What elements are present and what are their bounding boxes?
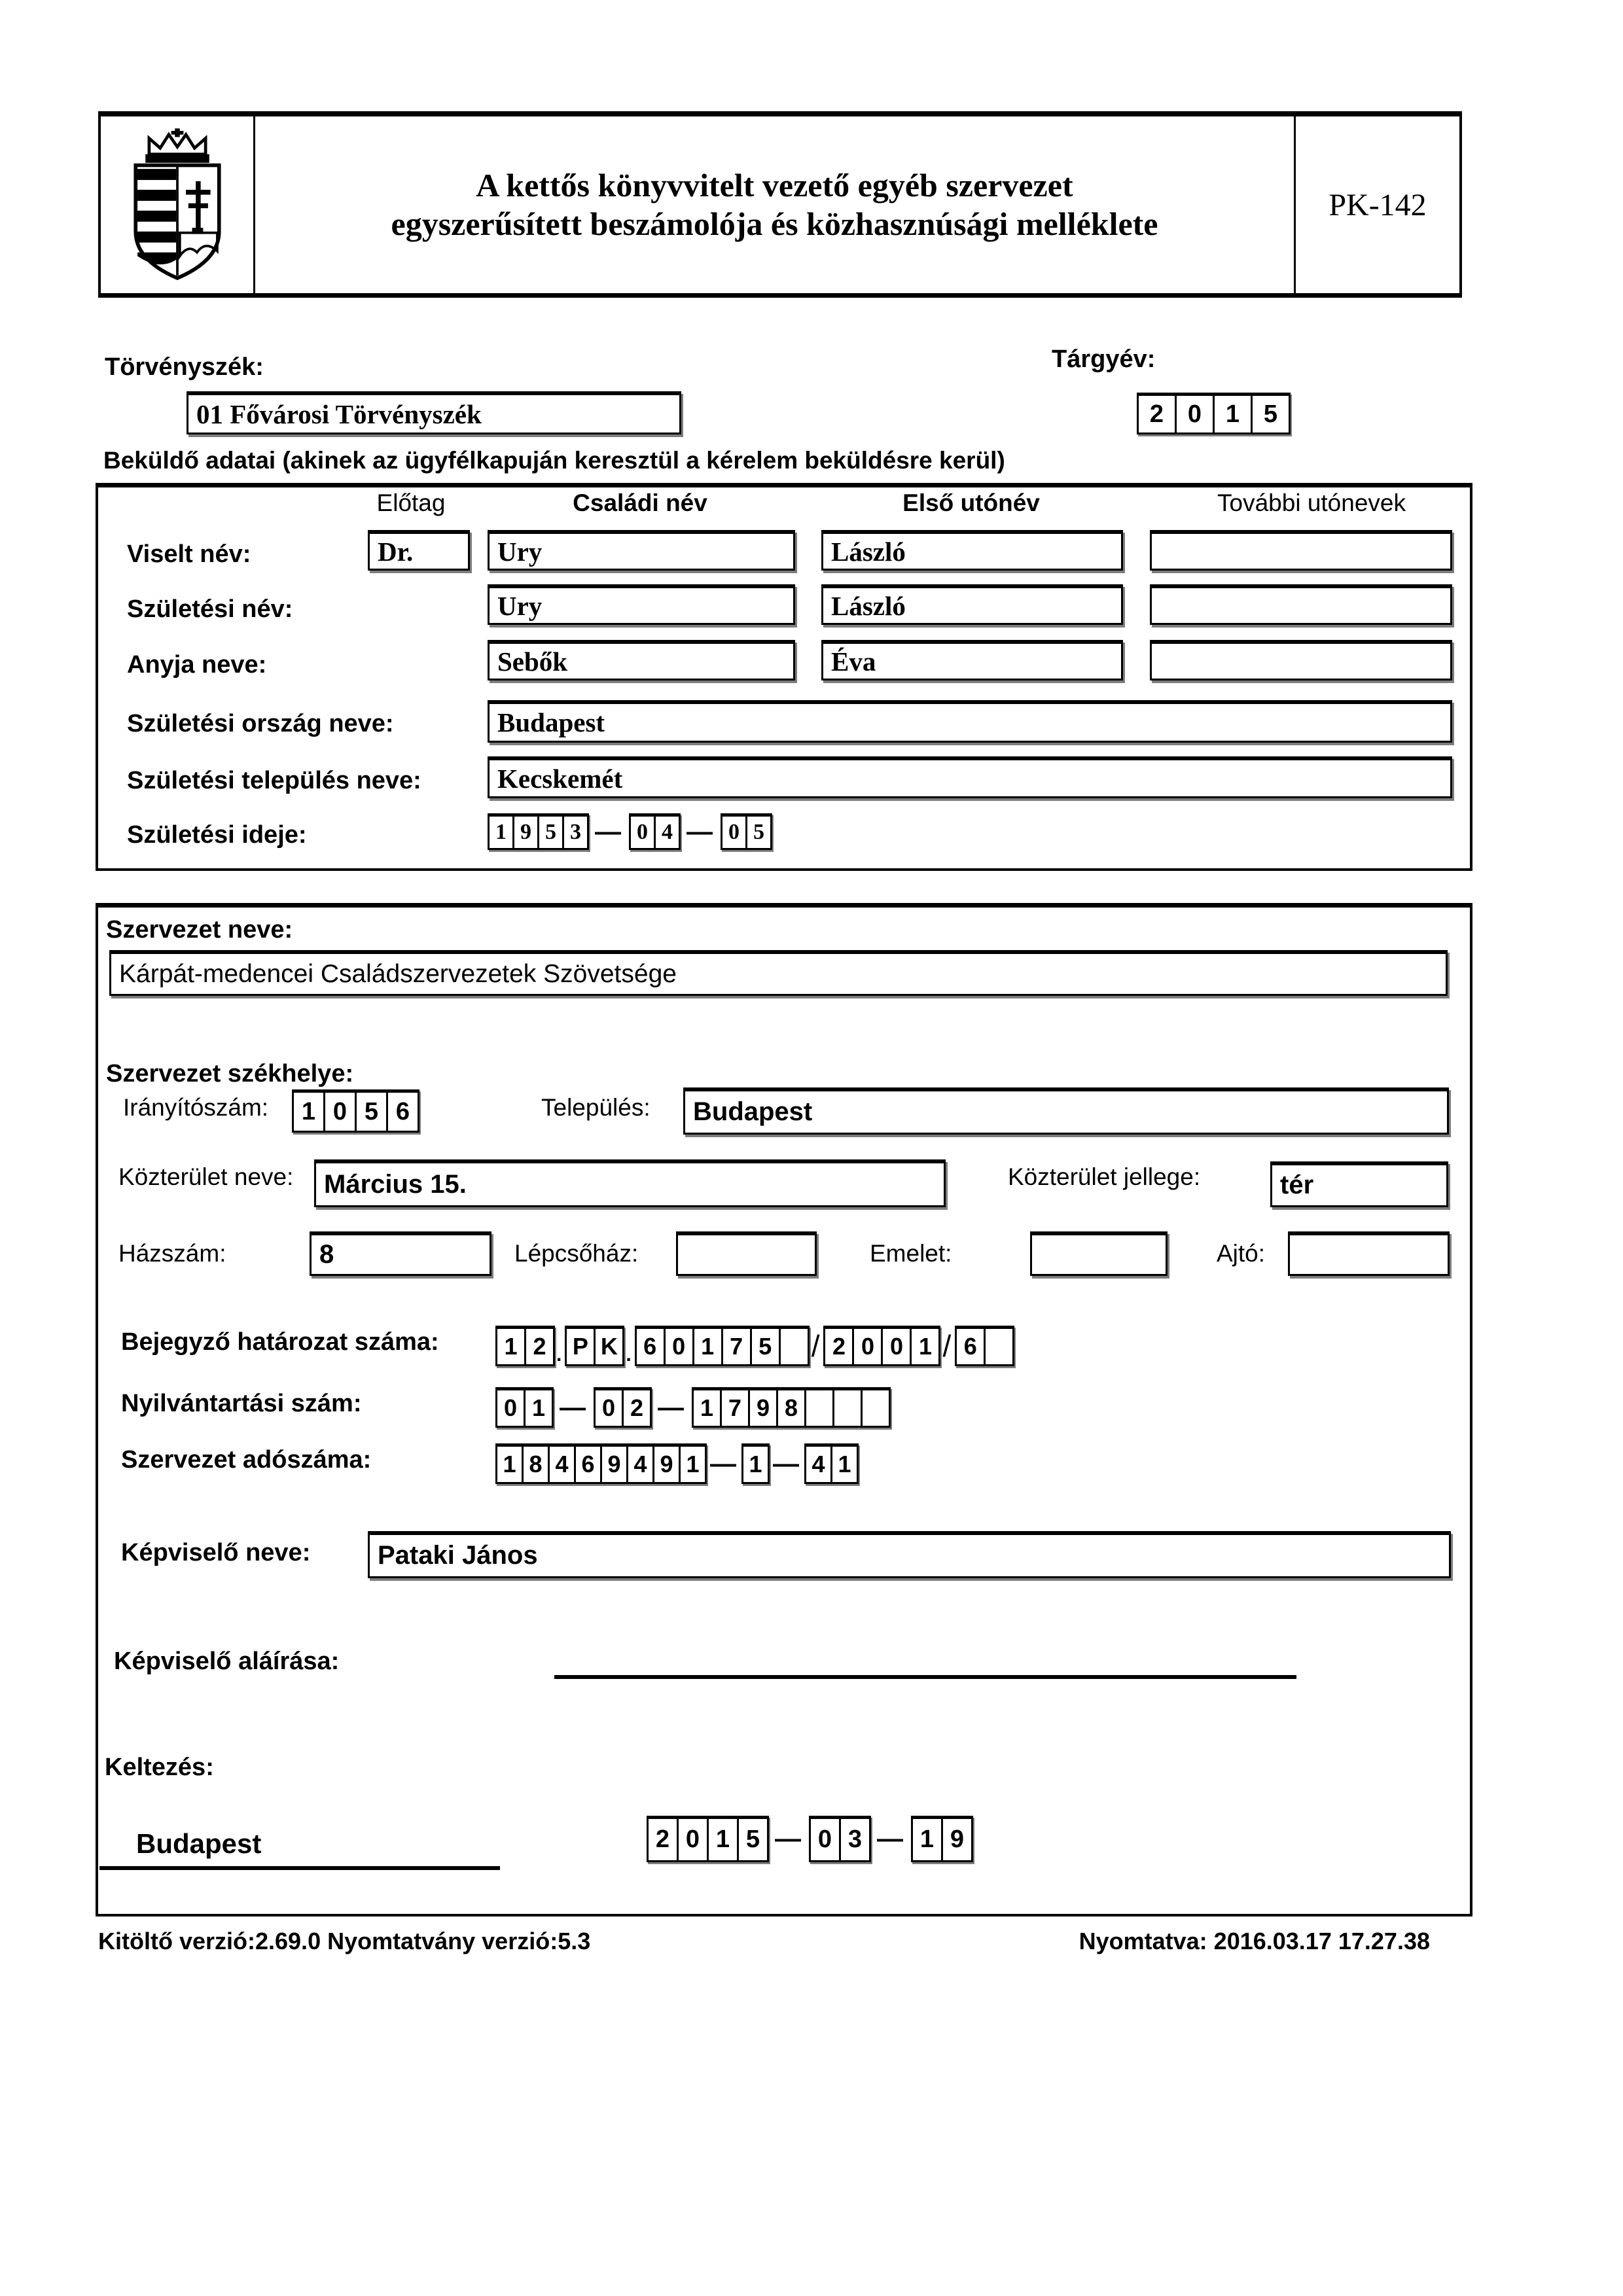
birth-city-input[interactable] xyxy=(488,756,1452,798)
org-tax-number-input[interactable] xyxy=(495,1443,857,1484)
digit-box[interactable]: 4 xyxy=(804,1443,832,1484)
form-code: PK-142 xyxy=(1329,187,1427,222)
digit-box[interactable]: 0 xyxy=(677,1816,709,1862)
birth-country-value: Budapest xyxy=(497,707,605,737)
house-number-value: 8 xyxy=(319,1240,334,1269)
borne-name-first-input[interactable] xyxy=(821,530,1123,571)
form-header xyxy=(98,111,1462,298)
digit-box[interactable] xyxy=(779,1326,810,1366)
digit-box[interactable]: 0 xyxy=(594,1387,624,1428)
digit-box[interactable]: 0 xyxy=(852,1326,883,1366)
digit-box[interactable]: 0 xyxy=(721,813,747,850)
digit-box[interactable]: 1 xyxy=(830,1443,859,1484)
digit-box[interactable]: 9 xyxy=(748,1387,778,1428)
borne-name-family-input[interactable] xyxy=(488,530,795,571)
digit-box[interactable]: 0 xyxy=(809,1816,841,1862)
representative-name-label: Képviselő neve: xyxy=(121,1539,311,1566)
org-tax-number-label: Szervezet adószáma: xyxy=(121,1446,372,1474)
borne-name-first-value: László xyxy=(831,536,906,567)
door-input[interactable] xyxy=(1288,1231,1450,1276)
digit-box[interactable]: 1 xyxy=(1213,393,1253,434)
digit-box[interactable]: 8 xyxy=(776,1387,806,1428)
digit-box[interactable]: 7 xyxy=(720,1387,750,1428)
column-header-prefix: Előtag xyxy=(376,489,446,516)
representative-name-value: Pataki János xyxy=(378,1541,538,1570)
sender-section-title: Beküldő adatai (akinek az ügyfélkapuján keresztül a kérelem beküldésre kerül) xyxy=(103,447,1005,474)
decision-separator: . xyxy=(556,1344,562,1366)
birth-date-label: Születési ideje: xyxy=(127,821,307,849)
digit-box[interactable] xyxy=(832,1387,863,1428)
number-separator: — xyxy=(560,1392,586,1422)
digit-box[interactable]: 2 xyxy=(622,1387,652,1428)
org-name-input[interactable] xyxy=(109,950,1448,996)
form-title-line2: egyszerűsített beszámolója és közhasznúsági melléklete xyxy=(391,205,1158,242)
birth-city-label: Születési település neve: xyxy=(127,767,421,794)
street-type-value: tér xyxy=(1280,1171,1314,1199)
digit-box[interactable]: 1 xyxy=(495,1326,526,1366)
city-label: Település: xyxy=(541,1094,651,1121)
city-value: Budapest xyxy=(693,1097,813,1126)
footer-printed-text: Nyomtatva: 2016.03.17 17.27.38 xyxy=(1079,1928,1430,1954)
digit-box[interactable]: 1 xyxy=(692,1387,722,1428)
digit-box[interactable]: 3 xyxy=(839,1816,871,1862)
org-name-label: Szervezet neve: xyxy=(106,916,293,944)
digit-box[interactable]: 1 xyxy=(524,1387,554,1428)
column-header-other-names: További utónevek xyxy=(1217,489,1406,516)
dated-date-input[interactable] xyxy=(647,1816,971,1862)
digit-box[interactable]: 2 xyxy=(647,1816,679,1862)
digit-box[interactable]: 5 xyxy=(737,1816,769,1862)
number-separator: — xyxy=(773,1449,799,1478)
tax-year-input[interactable] xyxy=(1137,393,1289,434)
digit-box[interactable]: 2 xyxy=(524,1326,555,1366)
borne-name-label: Viselt név: xyxy=(127,540,251,568)
digit-box[interactable]: 4 xyxy=(626,1443,654,1484)
date-separator: — xyxy=(595,817,621,846)
dated-label: Keltezés: xyxy=(105,1754,214,1781)
birth-country-input[interactable] xyxy=(488,700,1452,743)
date-separator: — xyxy=(877,1824,903,1853)
registration-number-input[interactable] xyxy=(495,1387,889,1428)
tax-year-label: Tárgyév: xyxy=(1052,345,1156,373)
digit-box[interactable]: 0 xyxy=(629,813,656,850)
digit-box[interactable]: 3 xyxy=(562,813,589,850)
digit-box[interactable]: 1 xyxy=(741,1443,770,1484)
registration-decision-input[interactable] xyxy=(495,1326,1012,1366)
digit-box[interactable]: P xyxy=(565,1326,596,1366)
birth-name-first-input[interactable] xyxy=(821,584,1123,625)
org-name-value: Kárpát-medencei Családszervezetek Szövetsége xyxy=(119,959,677,988)
floor-input[interactable] xyxy=(1030,1231,1168,1276)
representative-signature-label: Képviselő aláírása: xyxy=(114,1648,340,1675)
street-name-input[interactable] xyxy=(314,1159,946,1207)
registration-decision-label: Bejegyző határozat száma: xyxy=(121,1328,439,1356)
mother-name-family-value: Sebők xyxy=(497,646,568,677)
digit-box[interactable]: 0 xyxy=(664,1326,694,1366)
house-number-input[interactable] xyxy=(310,1231,491,1276)
digit-box[interactable]: 1 xyxy=(495,1443,524,1484)
birth-name-family-input[interactable] xyxy=(488,584,795,625)
registration-number-label: Nyilvántartási szám: xyxy=(121,1390,362,1417)
digit-box[interactable] xyxy=(984,1326,1014,1366)
date-separator: — xyxy=(687,817,713,846)
signature-line xyxy=(554,1675,1296,1679)
digit-box[interactable]: 1 xyxy=(707,1816,739,1862)
digit-box[interactable]: 4 xyxy=(548,1443,576,1484)
house-number-label: Házszám: xyxy=(118,1240,226,1267)
digit-box[interactable]: 9 xyxy=(512,813,539,850)
court-input[interactable] xyxy=(187,391,681,434)
decision-separator: / xyxy=(811,1329,820,1363)
dated-city: Budapest xyxy=(136,1828,262,1859)
date-separator: — xyxy=(775,1824,801,1853)
form-title-line1: A kettős könyvvitelt vezető egyéb szervezet xyxy=(476,167,1073,203)
court-label: Törvényszék: xyxy=(105,353,264,381)
digit-box[interactable]: 0 xyxy=(881,1326,912,1366)
representative-name-input[interactable] xyxy=(368,1531,1451,1578)
borne-name-prefix-input[interactable] xyxy=(368,530,470,571)
digit-box[interactable]: K xyxy=(594,1326,624,1366)
street-type-label: Közterület jellege: xyxy=(1008,1163,1201,1190)
number-separator: — xyxy=(710,1449,736,1478)
digit-box[interactable]: 9 xyxy=(600,1443,628,1484)
street-name-value: Március 15. xyxy=(324,1169,467,1199)
zip-label: Irányítószám: xyxy=(123,1094,269,1121)
digit-box[interactable]: 6 xyxy=(386,1089,419,1133)
digit-box[interactable] xyxy=(804,1387,834,1428)
mother-name-label: Anyja neve: xyxy=(127,651,267,679)
digit-box[interactable] xyxy=(861,1387,891,1428)
digit-box[interactable]: 7 xyxy=(721,1326,752,1366)
digit-box[interactable]: 0 xyxy=(1175,393,1215,434)
number-separator: — xyxy=(658,1392,684,1422)
digit-box[interactable]: 8 xyxy=(522,1443,550,1484)
digit-box[interactable]: 5 xyxy=(750,1326,781,1366)
column-header-family-name: Családi név xyxy=(573,489,707,516)
column-header-first-name: Első utónév xyxy=(902,489,1040,516)
digit-box[interactable]: 1 xyxy=(911,1816,943,1862)
digit-box[interactable]: 5 xyxy=(745,813,772,850)
birth-country-label: Születési ország neve: xyxy=(127,710,394,737)
staircase-label: Lépcsőház: xyxy=(514,1240,639,1267)
digit-box[interactable]: 5 xyxy=(1251,393,1291,434)
birth-name-first-value: László xyxy=(831,590,906,621)
footer-version-text: Kitöltő verzió:2.69.0 Nyomtatvány verzió:5.3 xyxy=(98,1928,591,1954)
mother-name-first-input[interactable] xyxy=(821,640,1123,680)
staircase-input[interactable] xyxy=(676,1231,817,1276)
digit-box[interactable]: 0 xyxy=(495,1387,526,1428)
digit-box[interactable]: 9 xyxy=(652,1443,681,1484)
decision-separator: / xyxy=(942,1329,952,1363)
digit-box[interactable]: 9 xyxy=(941,1816,973,1862)
digit-box[interactable]: 4 xyxy=(654,813,681,850)
digit-box[interactable]: 2 xyxy=(823,1326,854,1366)
mother-name-other-input[interactable] xyxy=(1150,640,1452,680)
form-title xyxy=(255,116,1296,293)
borne-name-other-input[interactable] xyxy=(1150,530,1452,571)
birth-city-value: Kecskemét xyxy=(497,763,623,794)
digit-box[interactable]: 6 xyxy=(955,1326,986,1366)
borne-name-family-value: Ury xyxy=(497,536,543,567)
door-label: Ajtó: xyxy=(1217,1240,1266,1267)
digit-box[interactable]: 1 xyxy=(692,1326,723,1366)
hungarian-coat-of-arms-icon xyxy=(101,116,255,293)
court-value: 01 Fővárosi Törvényszék xyxy=(196,398,482,429)
org-seat-label: Szervezet székhelye: xyxy=(106,1060,354,1087)
digit-box[interactable]: 1 xyxy=(910,1326,940,1366)
birth-name-other-input[interactable] xyxy=(1150,584,1452,625)
borne-name-prefix-value: Dr. xyxy=(378,536,414,567)
mother-name-first-value: Éva xyxy=(831,646,876,677)
street-name-label: Közterület neve: xyxy=(118,1163,294,1190)
digit-box[interactable]: 1 xyxy=(488,813,514,850)
birth-date-input[interactable] xyxy=(488,813,770,850)
digit-box[interactable]: 1 xyxy=(679,1443,707,1484)
street-type-input[interactable] xyxy=(1270,1161,1448,1207)
digit-box[interactable]: 1 xyxy=(292,1089,325,1133)
digit-box[interactable]: 0 xyxy=(323,1089,357,1133)
mother-name-family-input[interactable] xyxy=(488,640,795,680)
digit-box[interactable]: 2 xyxy=(1137,393,1177,434)
zip-input[interactable] xyxy=(292,1089,418,1133)
digit-box[interactable]: 5 xyxy=(355,1089,388,1133)
digit-box[interactable]: 6 xyxy=(635,1326,666,1366)
digit-box[interactable]: 6 xyxy=(574,1443,602,1484)
floor-label: Emelet: xyxy=(870,1240,952,1267)
decision-separator: . xyxy=(626,1344,632,1366)
birth-name-family-value: Ury xyxy=(497,590,543,621)
digit-box[interactable]: 5 xyxy=(537,813,564,850)
birth-name-label: Születési név: xyxy=(127,595,293,623)
dated-city-underline xyxy=(99,1866,500,1870)
city-input[interactable] xyxy=(683,1087,1449,1135)
